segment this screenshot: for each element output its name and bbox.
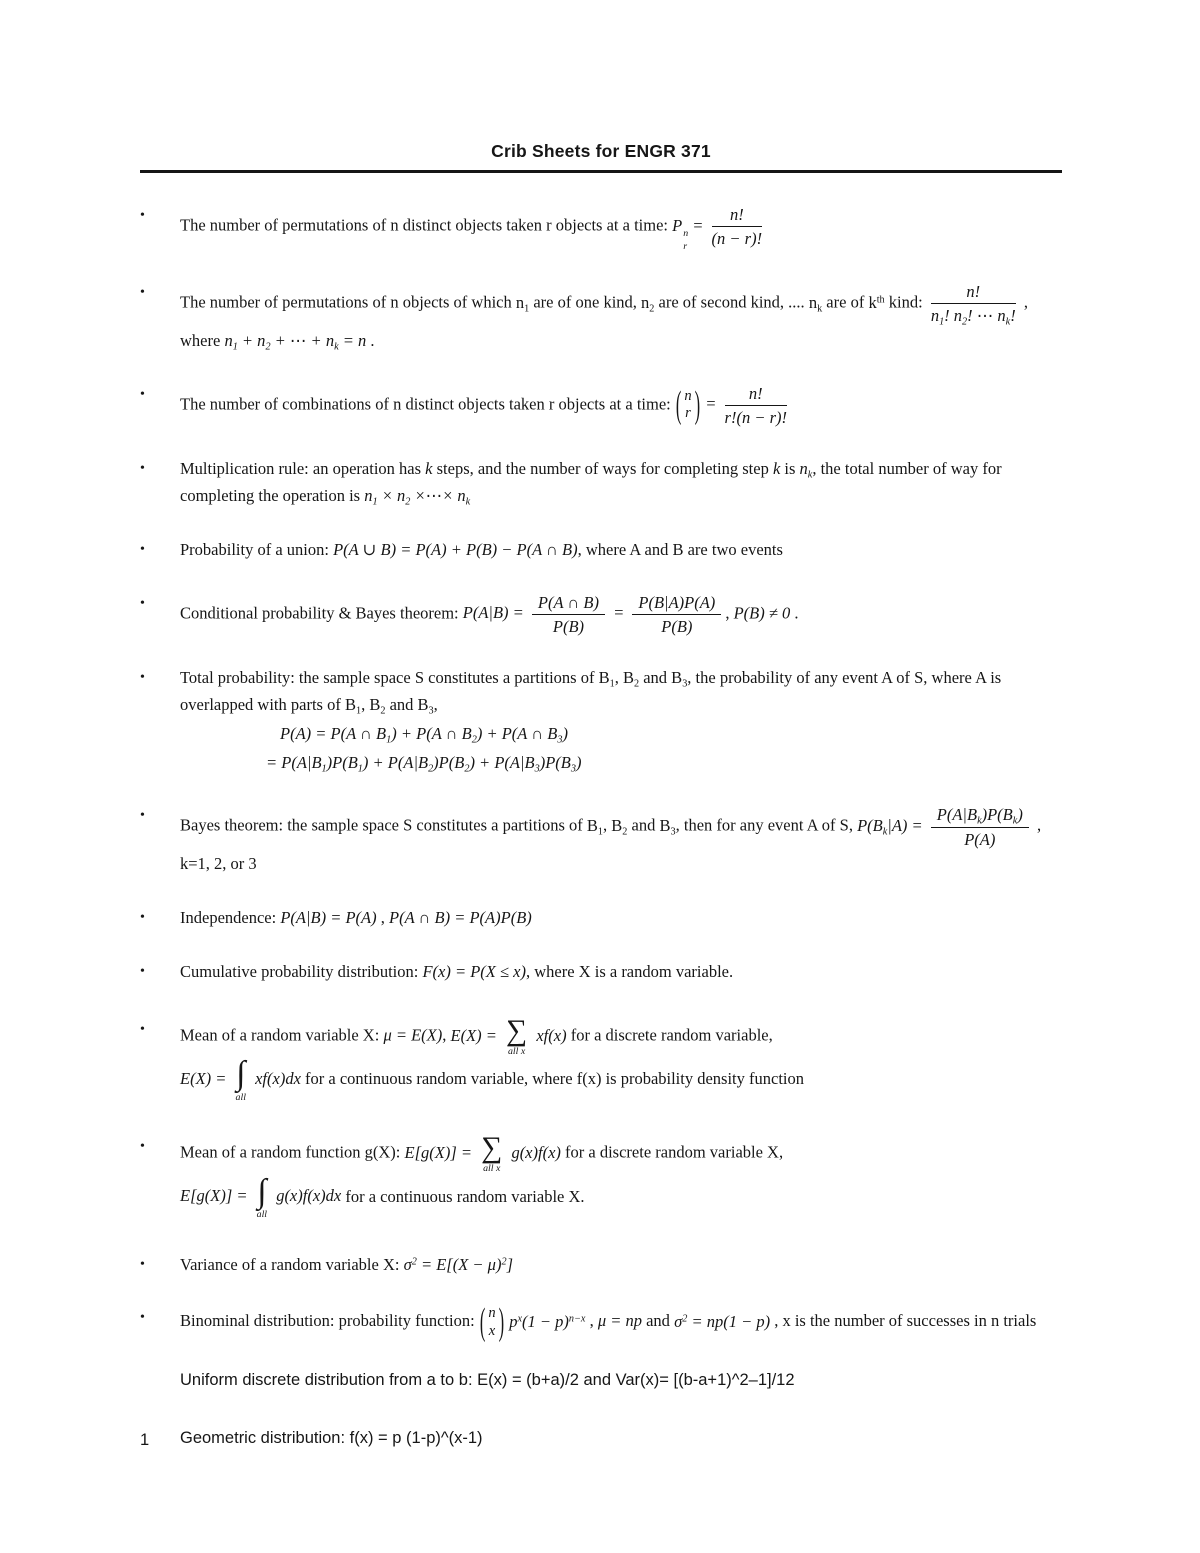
math-run: P(B) ≠ 0	[733, 603, 791, 623]
text-run: Binominal distribution: probability function:	[180, 1311, 479, 1331]
text-run: $B_1$	[598, 668, 615, 690]
bullet-content	[180, 203, 1062, 255]
math-run: $n_1 \times n_2$ ×⋯× $n_k$	[364, 486, 471, 508]
formula-line	[180, 1252, 1062, 1279]
text-run: $B_2$	[611, 816, 628, 838]
text-run: for a discrete random variable,	[566, 1025, 773, 1045]
text-run: , x is the number of successes in n trials	[770, 1311, 1037, 1331]
formula-line	[180, 1134, 1062, 1173]
bullet-mean-random-variable	[140, 1017, 1062, 1104]
text-run: , k=1, 2, or 3	[180, 816, 1042, 874]
text-run: for a continuous random variable, where f(x) is probability density function	[300, 1069, 805, 1089]
text-run: The number of permutations of n objects of which	[180, 292, 516, 312]
formula-line	[180, 591, 1062, 639]
text-run: for a continuous random variable X.	[341, 1186, 585, 1206]
text-run: , then for any event A of S,	[675, 816, 858, 835]
line-geometric-distribution	[140, 1425, 1062, 1454]
math-run: ( n x ) $p^x(1 - p)^{n-x}$	[479, 1299, 586, 1344]
text-run: and	[641, 1311, 675, 1331]
bullet-content	[180, 803, 1062, 880]
math-run: E[g(X)] = ∫ all g(x)f(x)dx	[180, 1172, 342, 1220]
text-run: $B_2$	[622, 668, 640, 690]
bullet-content	[180, 905, 1062, 934]
bullet-icon: •	[140, 461, 145, 477]
bullet-content	[180, 1252, 1062, 1281]
text-run: The number of permutations of n distinct objects taken r objects at a time:	[180, 215, 673, 235]
bullet-icon: •	[140, 1310, 145, 1326]
math-run: $\sigma^2 = np(1 - p)$	[674, 1311, 771, 1331]
formula-line	[180, 456, 1062, 509]
formula-line	[180, 1017, 1062, 1056]
text-run: , where A and B are two events	[577, 539, 783, 559]
formula-line	[180, 803, 1062, 878]
line-content	[180, 1425, 1062, 1454]
math-run: ( n r ) = $\frac{n!}{r!(n - r)!}$	[675, 382, 787, 427]
text-run: ,	[725, 603, 734, 623]
line-content	[180, 1367, 1062, 1396]
text-run: $k^{th}$	[868, 292, 885, 312]
text-run: Independence:	[180, 907, 281, 927]
bullet-total-probability	[140, 665, 1062, 778]
formula-line	[180, 905, 1062, 932]
bullet-icon: •	[140, 1139, 145, 1155]
text-run: , the total number of way for completing the operation is	[180, 459, 1002, 506]
bullet-icon: •	[140, 595, 145, 611]
bullet-icon: •	[140, 963, 145, 979]
page-number: 1	[140, 1430, 150, 1449]
text-run: .	[790, 603, 799, 623]
text-run: ,	[603, 816, 612, 835]
text-run: ,	[585, 1311, 598, 1331]
formula-line	[180, 1367, 1062, 1394]
math-run: $\frac{n!}{n_1! n_2! \cdots n_k!}$	[930, 281, 1016, 328]
text-run: are of one kind,	[529, 292, 642, 312]
bullet-icon: •	[140, 909, 145, 925]
bullet-combinations	[140, 382, 1062, 432]
bullet-content	[180, 959, 1062, 988]
math-run: $P(B_k|A)$ = $\frac{P(A|B_k)P(B_k)}{P(A)}$	[857, 816, 1033, 835]
bullet-union-probability	[140, 537, 1062, 566]
bullet-permutations	[140, 203, 1062, 255]
text-run: , where X is a random variable.	[526, 961, 734, 981]
math-run: P(A|B) = P(A)	[280, 907, 377, 927]
text-run: $B_3$	[659, 816, 676, 838]
bullet-cumulative-distribution	[140, 959, 1062, 988]
math-run: F(x) = P(X ≤ x)	[422, 961, 527, 981]
text-run: $B_1$	[344, 695, 362, 717]
bullet-content	[180, 280, 1062, 357]
bullet-bayes-theorem	[140, 803, 1062, 880]
bullet-content	[180, 456, 1062, 511]
math-run: $\sigma^2 = E[(X - \mu)^2]$	[403, 1254, 513, 1274]
text-run: Multiplication rule: an operation has	[180, 459, 426, 479]
bullet-mean-random-function	[140, 1134, 1062, 1221]
bullet-icon: •	[140, 284, 145, 300]
formula-line	[180, 959, 1062, 986]
text-run: ,	[614, 668, 623, 688]
bullet-icon: •	[140, 1256, 145, 1272]
math-run: k	[772, 459, 781, 479]
bullet-permutations-kinds	[140, 280, 1062, 357]
text-run: Cumulative probability distribution:	[180, 961, 423, 981]
bullet-icon: •	[140, 1022, 145, 1038]
text-run: Uniform discrete distribution from a to b: E(x) = (b+a)/2 and Var(x)= [(b-a+1)^2–1]/12	[180, 1371, 795, 1390]
text-run: Total probability: the sample space S constitutes a partitions of	[180, 668, 599, 688]
bullet-content	[180, 1134, 1062, 1221]
bullet-content	[180, 1299, 1062, 1344]
formula-line	[266, 750, 1062, 777]
text-run: ,	[376, 907, 389, 927]
bullet-content	[180, 537, 1062, 566]
bullet-content	[180, 591, 1062, 641]
text-run: ,	[361, 695, 370, 715]
math-run: E(X) = ∑ all x xf(x)	[450, 1015, 567, 1057]
text-run: Variance of a random variable X:	[180, 1254, 404, 1274]
text-run: , where	[180, 292, 1028, 350]
text-run: steps, and the number of ways for completing step	[432, 459, 773, 479]
bullet-conditional-probability	[140, 591, 1062, 641]
formula-list	[140, 203, 1062, 1454]
text-run: are of	[822, 292, 869, 312]
text-run: and	[385, 695, 418, 715]
text-run: Probability of a union:	[180, 539, 334, 559]
bullet-binominal-distribution	[140, 1299, 1062, 1344]
bullet-independence	[140, 905, 1062, 934]
text-run: Geometric distribution: f(x) = p (1-p)^(x-1)	[180, 1428, 483, 1447]
formula-line	[180, 1299, 1062, 1344]
text-run: Conditional probability & Bayes theorem:	[180, 603, 463, 623]
text-run: kind:	[884, 292, 927, 312]
bullet-content	[180, 1017, 1062, 1104]
text-run: and	[627, 816, 660, 835]
bullet-icon: •	[140, 386, 145, 402]
text-run: $n_1$	[515, 292, 530, 315]
math-run: P(A ∪ B) = P(A) + P(B) − P(A ∩ B)	[333, 539, 578, 559]
bullet-icon: •	[140, 670, 145, 686]
text-run: Mean of a random variable X:	[180, 1025, 384, 1045]
math-run: E[g(X)] = ∑ all x g(x)f(x)	[404, 1132, 561, 1174]
bullet-icon: •	[140, 808, 145, 824]
math-run: $n_1 + n_2$ + ⋯ + $n_k = n$	[224, 330, 367, 353]
line-uniform-distribution	[140, 1367, 1062, 1396]
text-run: ,	[442, 1025, 451, 1045]
math-run: P(A ∩ B) = P(A)P(B)	[389, 907, 532, 927]
math-run: μ = np	[597, 1311, 642, 1331]
page-title: Crib Sheets for ENGR 371	[491, 141, 711, 161]
formula-line	[280, 721, 1062, 748]
math-run: E(X) = ∫ all xf(x)dx	[180, 1055, 301, 1103]
text-run: $B_2$	[369, 695, 386, 717]
bullet-icon: •	[140, 541, 145, 557]
formula-line	[180, 280, 1062, 355]
formula-line	[180, 1425, 1062, 1452]
math-run: μ = E(X)	[383, 1025, 443, 1045]
text-run: Mean of a random function g(X):	[180, 1142, 405, 1162]
text-run: is	[780, 459, 800, 479]
text-run: $B_3$	[417, 695, 434, 717]
bullet-content	[180, 665, 1062, 778]
text-run: Bayes theorem: the sample space S constitutes a partitions of	[180, 816, 587, 835]
bullet-icon: •	[140, 208, 145, 223]
bullet-multiplication-rule	[140, 456, 1062, 511]
text-run: $B_3$	[671, 668, 688, 690]
bullet-variance	[140, 1252, 1062, 1281]
text-run: for a discrete random variable X,	[560, 1142, 784, 1162]
text-run: are of second kind, ....	[654, 292, 809, 312]
text-run: .	[366, 330, 375, 350]
title-rule	[140, 170, 1062, 173]
math-run: P n r = $\frac{n!}{(n - r)!}$	[672, 205, 763, 252]
formula-line	[180, 382, 1062, 430]
math-run: $n_k$	[799, 459, 813, 481]
math-run: P(A|B) = $\frac{P(A \cap B)}{P(B)}$ = $\frac{P(B|A)P(A)}{P(B)}$	[463, 603, 726, 622]
formula-line	[180, 1055, 1062, 1103]
text-run: ,	[433, 695, 438, 715]
text-run: $n_k$	[808, 292, 823, 315]
math-run: = $P(A|B_1)P(B_1) + P(A|B_2)P(B_2) + P(A|B_3)P(B_3)$	[266, 752, 582, 775]
text-run: $n_2$	[641, 292, 655, 315]
math-run: k	[425, 459, 433, 479]
text-run: , the probability of any event A of S, where A is overlapped with parts of	[180, 668, 1002, 715]
formula-line	[180, 1172, 1062, 1220]
formula-line	[180, 537, 1062, 564]
document-header	[140, 141, 1062, 173]
formula-line	[180, 665, 1062, 718]
math-run: P(A) = P(A ∩ $B_1) + P(A$ ∩ $B_2) + P(A$ ∩ $B_3$)	[280, 723, 568, 746]
bullet-content	[180, 382, 1062, 432]
formula-line	[180, 203, 1062, 253]
text-run: The number of combinations of n distinct objects taken r objects at a time:	[180, 394, 675, 414]
text-run: $B_1$	[586, 816, 604, 838]
marker-empty	[140, 1367, 180, 1396]
text-run: and	[639, 668, 672, 688]
